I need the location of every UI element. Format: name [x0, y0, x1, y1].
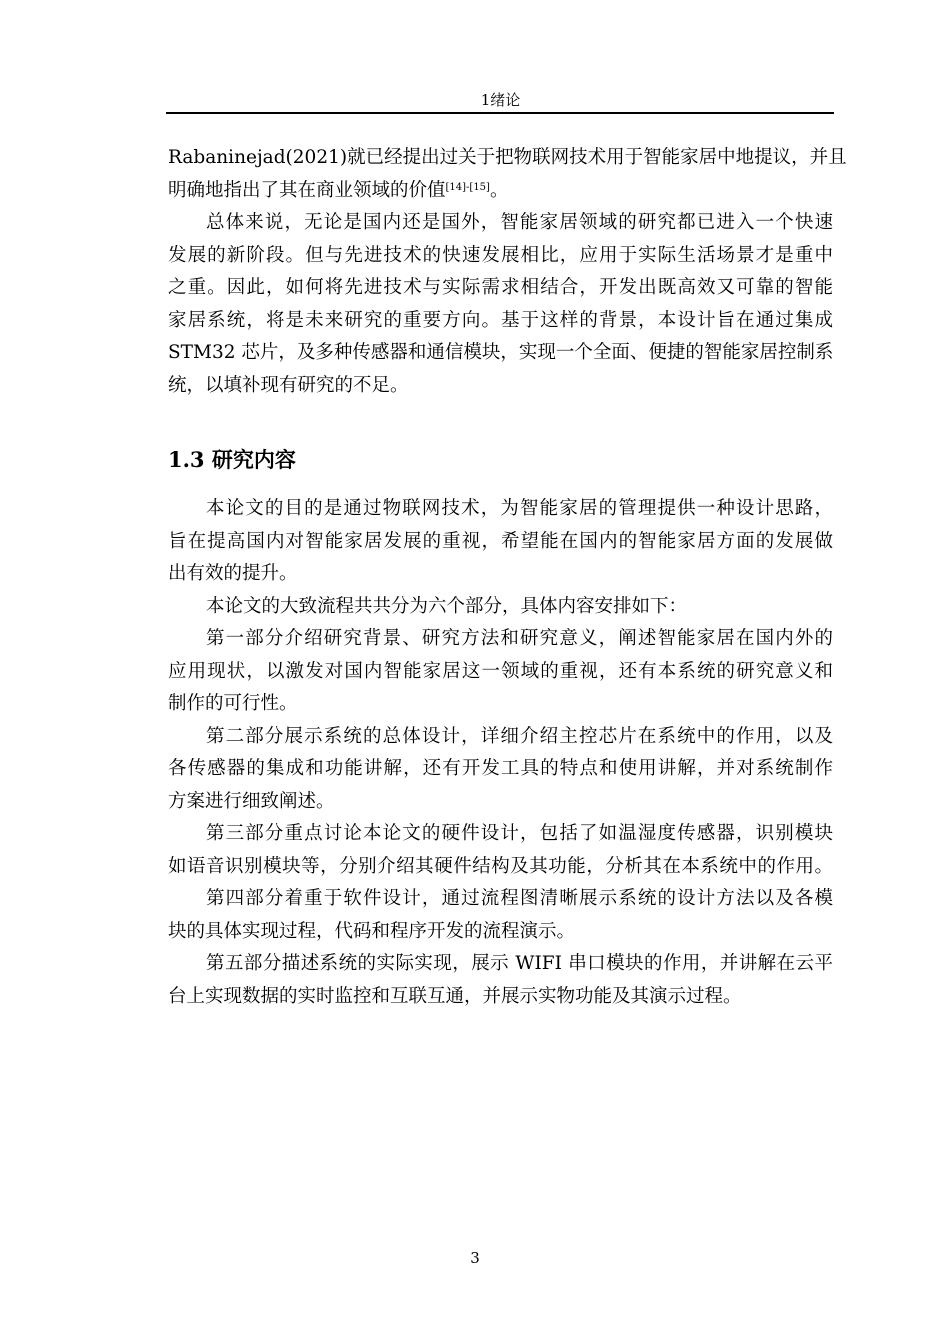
running-header: 1绪论 [480, 91, 521, 109]
text-line: 本论文的目的是通过物联网技术，为智能家居的管理提供一种设计思路， [206, 498, 833, 519]
text-line: 统，以填补现有研究的不足。 [168, 374, 409, 396]
page-number: 3 [470, 1249, 480, 1267]
text-line: 第四部分着重于软件设计，通过流程图清晰展示系统的设计方法以及各模 [206, 888, 833, 909]
text-line: 旨在提高国内对智能家居发展的重视，希望能在国内的智能家居方面的发展做 [168, 530, 833, 552]
text-line: 台上实现数据的实时监控和互联互通，并展示实物功能及其演示过程。 [168, 985, 742, 1007]
text-line: STM32 芯片，及多种传感器和通信模块，实现一个全面、便捷的智能家居控制系 [168, 342, 834, 363]
text-line: 第五部分描述系统的实际实现，展示 WIFI 串口模块的作用，并讲解在云平 [206, 953, 833, 974]
text-line: 如语音识别模块等，分别介绍其硬件结构及其功能，分析其在本系统中的作用。 [168, 855, 833, 877]
text-line [168, 175, 833, 208]
text-line: 总体来说，无论是国内还是国外，智能家居领域的研究都已进入一个快速 [206, 212, 833, 233]
text-line: 制作的可行性。 [168, 693, 298, 714]
text-span: 。 [489, 179, 509, 201]
citation[interactable]: [14]-[15] [445, 181, 490, 193]
text-line: 本论文的大致流程共共分为六个部分，具体内容安排如下： [206, 595, 688, 617]
text-line: 应用现状，以激发对国内智能家居这一领域的重视，还有本系统的研究意义和 [168, 660, 833, 682]
text-line: 方案进行细致阐述。 [168, 790, 335, 812]
text-line: 出有效的提升。 [168, 563, 298, 584]
section-heading: 1.3 研究内容 [168, 447, 296, 472]
text-line: 之重。因此，如何将先进技术与实际需求相结合，开发出既高效又可靠的智能 [168, 277, 833, 298]
text-line: Rabaninejad(2021)就已经提出过关于把物联网技术用于智能家居中地提议，并且 [168, 147, 847, 168]
text-line: 第二部分展示系统的总体设计，详细介绍主控芯片在系统中的作用，以及 [206, 725, 833, 747]
text-line: 第三部分重点讨论本论文的硬件设计，包括了如温湿度传感器，识别模块 [206, 823, 833, 844]
text-line: 块的具体实现过程，代码和程序开发的流程演示。 [168, 920, 576, 942]
intro-paragraphs [168, 142, 847, 402]
research-content-paragraphs [168, 493, 833, 1013]
text-line: 发展的新阶段。但与先进技术的快速发展相比，应用于实际生活场景才是重中 [168, 244, 833, 266]
text-span: 明确地指出了其在商业领域的价值 [168, 179, 446, 201]
text-line: 家居系统，将是未来研究的重要方向。基于这样的背景，本设计旨在通过集成 [168, 309, 833, 331]
text-line: 各传感器的集成和功能讲解，还有开发工具的特点和使用讲解，并对系统制作 [168, 758, 833, 779]
header-rule [166, 112, 834, 114]
text-line: 第一部分介绍研究背景、研究方法和研究意义，阐述智能家居在国内外的 [206, 628, 833, 649]
